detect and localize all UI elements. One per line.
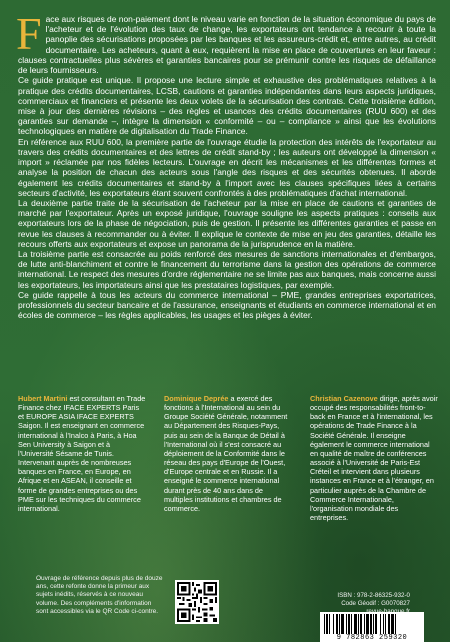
author-bio: dirige, après avoir occupé des responsabilités front-to-back en France et à l'international, les opérations de Trade Finance à la Société Générale. Il enseigne également le commerce international en qualité de maître de conférences associé à l'Université de Paris-Est Créteil et intervient dans plusieurs instances en France et à l'étranger, en particulier auprès de la Chambre de Commerce Internationale, l'organisation mondiale des entreprises. (310, 394, 438, 523)
author-bio-martini (18, 394, 146, 522)
reference-note: Ouvrage de référence depuis plus de douze ans, cette refonte donne la primeur aux sujets inédits, réservés à ce nouveau volume. Des compléments d'information sont accessibles via le QR Code ci-contre. (36, 575, 163, 615)
author-bio-depree (164, 394, 292, 522)
author-name: Hubert Martini (18, 394, 68, 403)
qr-code[interactable] (175, 580, 219, 624)
paragraph-intro: Face aux risques de non-paiement dont le niveau varie en fonction de la situation économique du pays de l'acheteur et de l'évolution des taux de change, les exportateurs ont tendance à recourir à toute la panoplie des sécurisations proposées par les banques et les assureurs-crédit et, entre autres, au crédit documentaire. Les acheteurs, quant à eux, requièrent la mise en place de couvertures en leur faveur : clauses contractuelles plus sévères et garanties bancaires pour se prémunir contre les risques de défaillance de leurs fournisseurs. (16, 8, 436, 76)
back-cover-text (16, 8, 436, 321)
barcode (320, 612, 424, 642)
paragraph-part2: La deuxième partie traite de la sécurisation de l'acheteur par la mise en place de cautions et garanties de marché par l'exportateur. Après un exposé juridique, l'ouvrage souligne les aspects pratiques : conseils aux exportateurs lors de la phase de négociation, puis de gestion. Il présente les différentes garanties et passe en revue les clauses à recommander ou à éviter. Il explique le contexte de mise en jeu des garanties, détaille les recours offerts aux exportateurs et expose un panorama de la jurisprudence en la matière. (18, 197, 436, 249)
dropcap-letter: F (16, 8, 42, 59)
paragraph-part3: La troisième partie est consacrée au poids renforcé des mesures de sanctions internationales et d'embargos, de lutte anti-blanchiment et contre le financement du terrorisme dans la gestion des opérations de commerce international. Le respect des mesures d'ordre réglementaire ne se limite pas aux banques, mais concerne aussi les exportateurs, les importateurs ainsi que les prestataires logistiques, par exemple. (18, 249, 436, 290)
authors-section (18, 394, 438, 522)
author-name: Dominique Deprée (164, 394, 229, 403)
paragraph-part1: En référence aux RUU 600, la première partie de l'ouvrage étudie la protection des intérêts de l'exportateur au travers des crédits documentaires et des lettres de crédit stand-by ; les auteurs ont développé la dimension « import » réclamée par nos fidèles lecteurs. L'ouvrage en décrit les mécanismes et les différentes formes et analyse la position de chacun des acteurs sous l'angle des risques et des sécurités obtenues. Il aborde également les crédits documentaires et stand-by à l'import avec les clauses spécifiques liées à certains secteurs d'activité, les exportateurs étant souvent confrontés à des problématiques d'achat international. (18, 136, 436, 198)
barcode-icon (320, 612, 424, 636)
author-name: Christian Cazenove (310, 394, 378, 403)
barcode-digits: 9 782863 259320 (320, 634, 424, 642)
paragraph-guide: Ce guide pratique est unique. Il propose une lecture simple et exhaustive des problématiques relatives à la pratique des crédits documentaires, LCSB, cautions et garanties indépendantes dans leurs aspects juridiques, commerciaux et financiers et présente les deux volets de la sécurisation des contrats. Cette troisième édition, mise à jour des dernières révisions – des règles et usances des crédits documentaires (RUU 600) et des garanties sur demande –, intègre la dimension « conformité – ou – compliance » ainsi que les évolutions technologiques en matière de digitalisation du Trade Finance. (18, 75, 436, 137)
author-bio: est consultant en Trade Finance chez IFACE EXPERTS Paris et EUROPE ASIA IFACE EXPERTS Saigon. Il est enseignant en commerce international à l'Inalco à Paris, à Hoa Sen University à Saigon et à l'Université Sésame de Tunis. Intervenant auprès de nombreuses banques en France, en Europe, en Afrique et en ASEAN, il conseille et forme de grandes entreprises ou des PME sur les techniques du commerce international. (18, 394, 146, 513)
isbn-number: ISBN : 978-2-86325-932-0 (337, 592, 410, 599)
author-bio: a exercé des fonctions à l'International au sein du Groupe Société Générale, notamment au Département des Risques-Pays, puis au sein de la Banque de Détail à l'International où il s'est consacré au déploiement de la Conformité dans le réseau des pays d'Europe de l'Ouest, d'Europe centrale et en Russie. Il a enseigné le commerce international durant près de 40 ans dans de multiples institutions et chambres de commerce. (164, 394, 288, 513)
geodif-code: Code Géodif : G0070827 (341, 599, 410, 607)
author-bio-cazenove (310, 394, 438, 522)
qr-code-icon (177, 582, 217, 622)
paragraph-conclusion: Ce guide rappelle à tous les acteurs du commerce international – PME, grandes entreprises exportatrices, professionnels du secteur bancaire et de l'assurance, enseignants et étudiants en commerce international et en écoles de commerce – les règles applicables, les usages et les pièges à éviter. (18, 289, 436, 321)
